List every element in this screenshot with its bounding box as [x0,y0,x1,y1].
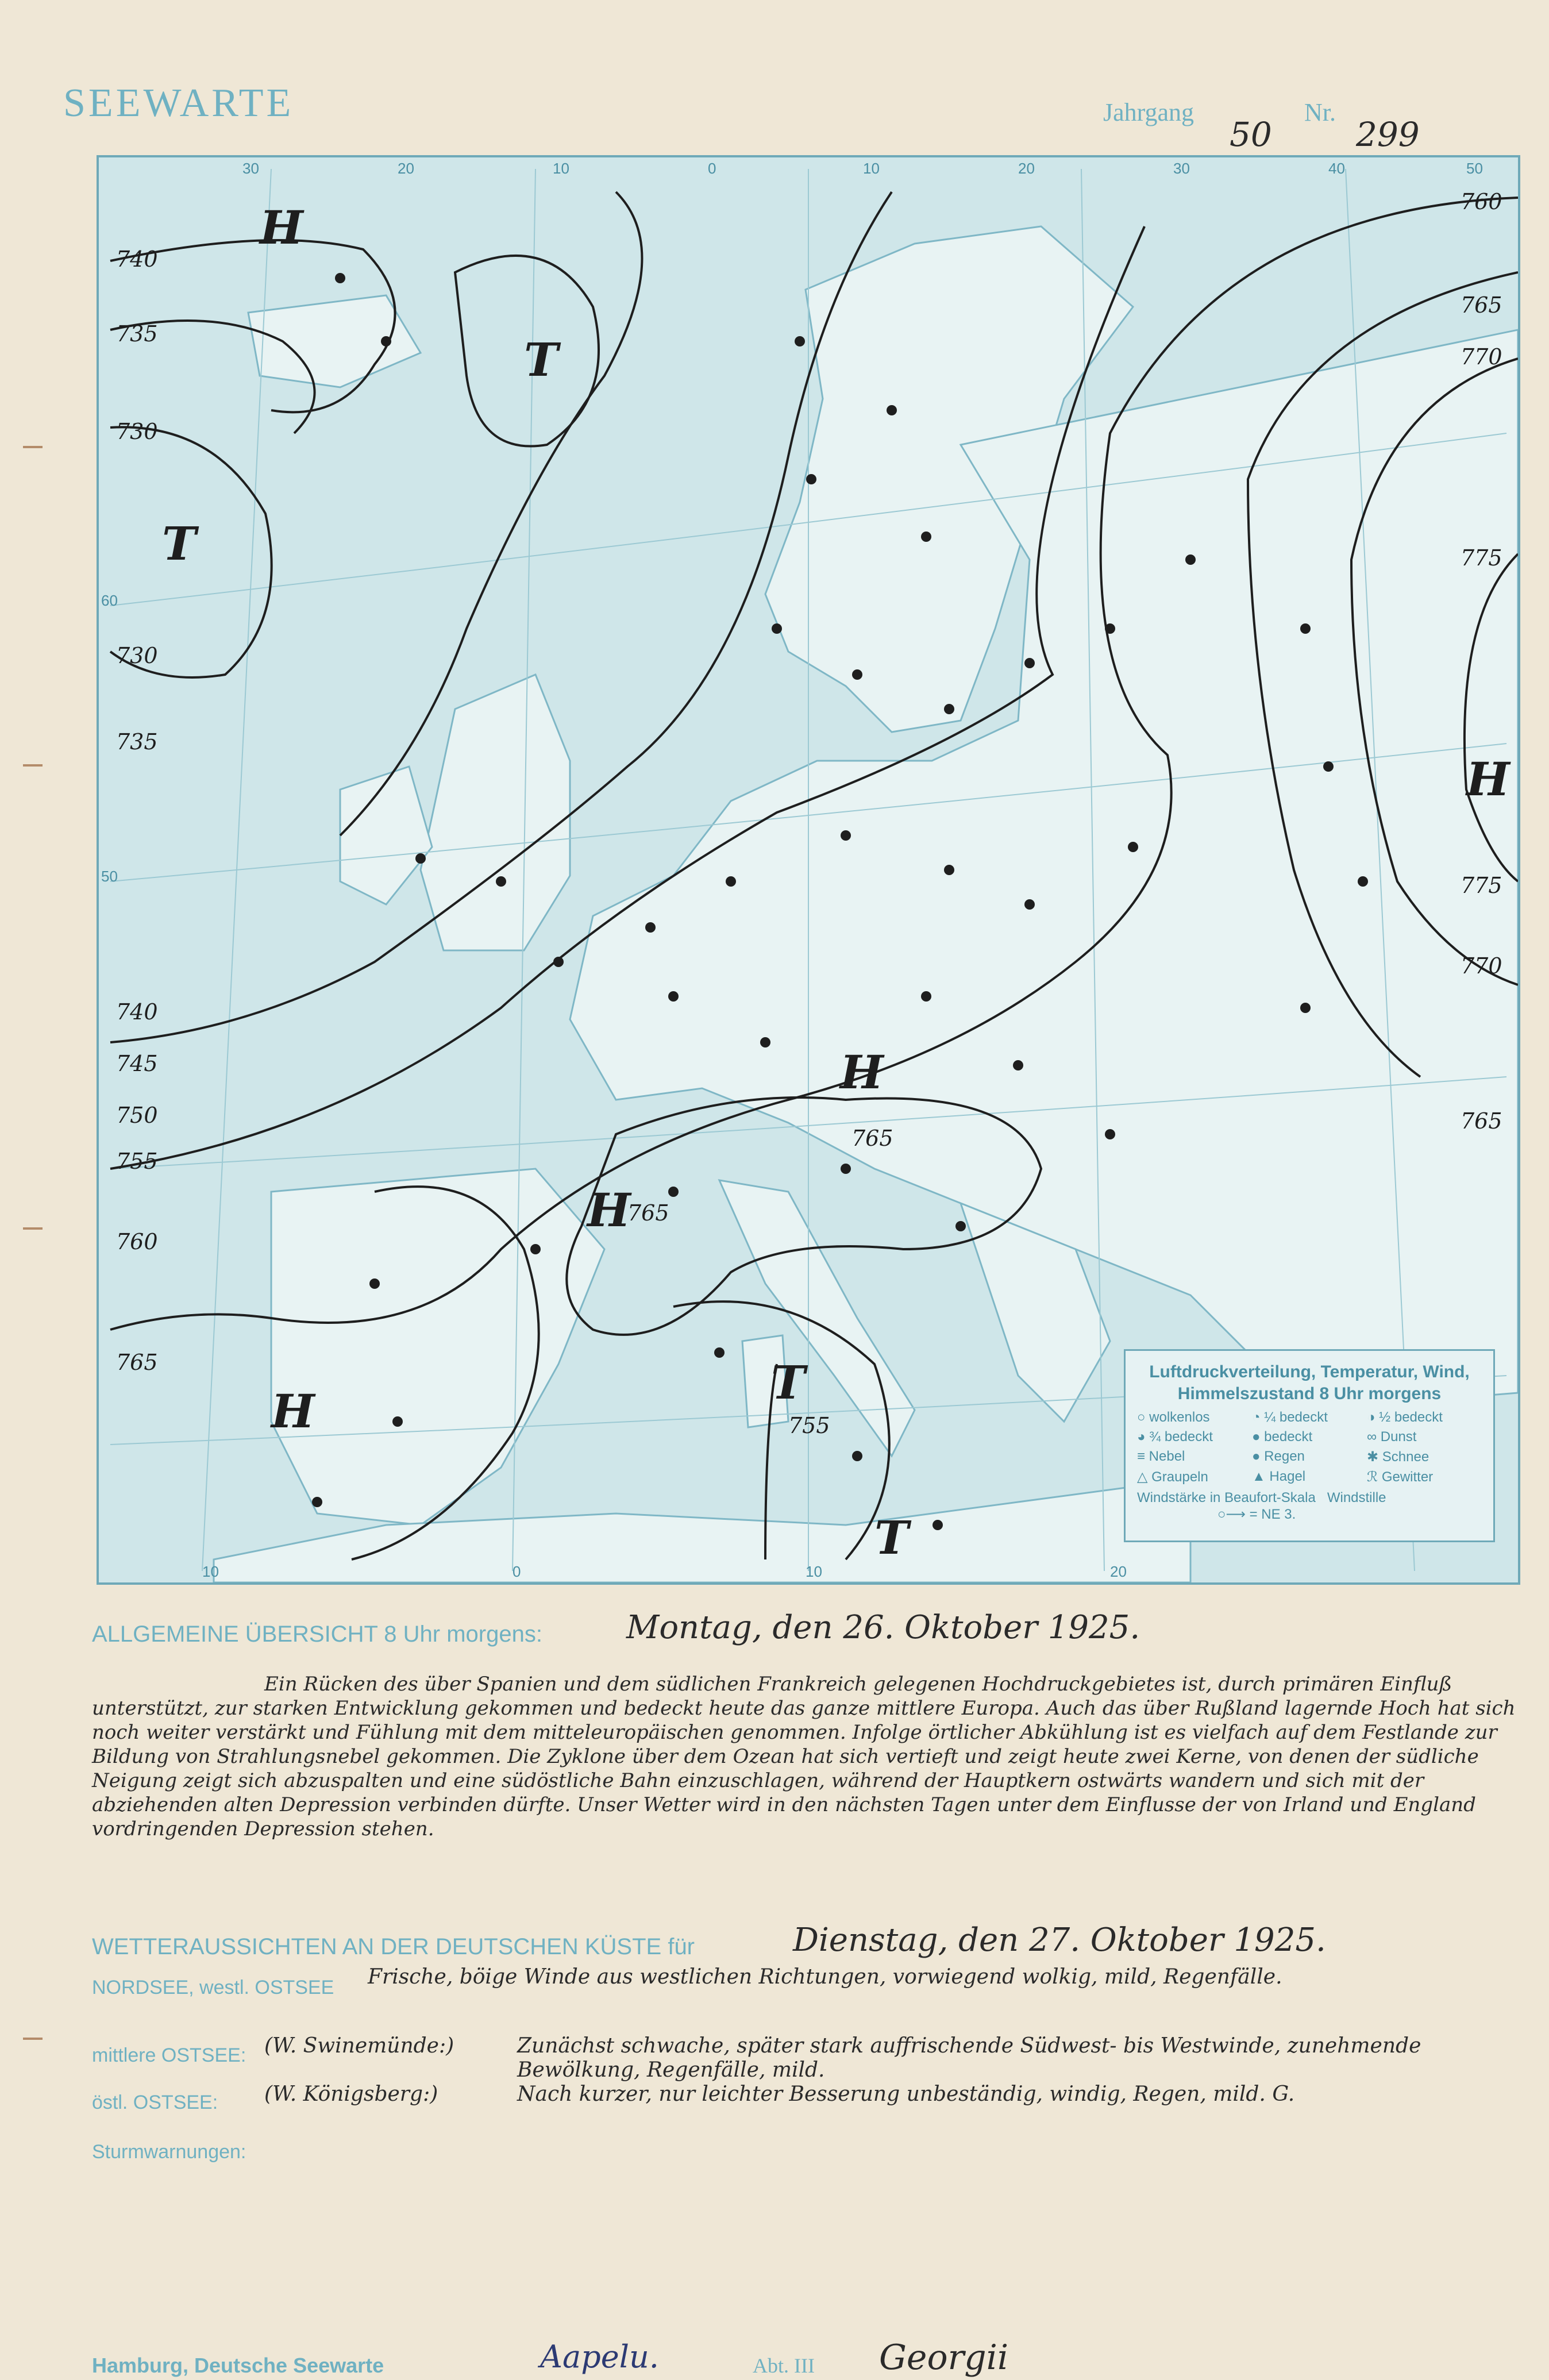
bottom-scale-label: 10 [202,1563,219,1580]
station-marker [944,865,954,875]
station-marker [944,704,954,714]
forecast-row-station: (W. Swinemünde:) [264,2034,454,2058]
legend-item: ◑ ½ bedeckt [1367,1409,1443,1425]
department-label: Abt. III [753,2354,815,2377]
high-center-symbol: H [840,1045,884,1099]
isobar-label: 730 [116,419,158,444]
isobar-label: 765 [1461,1108,1502,1134]
isobar-label: 745 [116,1051,158,1076]
ireland [340,767,432,904]
legend-item: ▲ Hagel [1252,1469,1306,1484]
forecast-row-label: mittlere OSTSEE: [92,2044,246,2066]
british-isles [421,675,570,950]
binding-tick [23,1227,43,1230]
station-marker [795,336,805,346]
lat-label: 50 [101,868,118,885]
isobar-label: 775 [1461,545,1502,571]
low-center-symbol: T [162,517,196,571]
station-marker [530,1244,541,1254]
top-scale-label: 50 [1466,160,1483,177]
legend-item: ● bedeckt [1252,1429,1313,1445]
storm-warnings-label: Sturmwarnungen: [92,2141,246,2163]
legend-item: ≡ Nebel [1137,1449,1185,1464]
station-marker [760,1037,770,1047]
forecast-row-text: Nach kurzer, nur leichter Besserung unbeständig, windig, Regen, mild. G. [517,2082,1295,2106]
legend-item: ∞ Dunst [1367,1429,1417,1445]
nr-label: Nr. [1304,98,1336,126]
station-marker [668,991,679,1002]
station-marker [645,922,656,933]
forecast-row-text: Frische, böige Winde aus westlichen Richtungen, vorwiegend wolkig, mild, Regenfälle. [368,1965,1282,1989]
top-scale-label: 30 [242,160,259,177]
bottom-scale-label: 20 [1110,1563,1127,1580]
forecast-row-label: NORDSEE, westl. OSTSEE [92,1977,334,1998]
high-center-symbol: H [271,1384,315,1438]
station-marker [852,1451,862,1461]
isobar-label: 760 [116,1229,158,1254]
legend-item: ◔ ¼ bedeckt [1252,1409,1328,1425]
masthead-title: SEEWARTE [63,81,294,125]
isobar-label: 770 [1461,344,1502,369]
legend-item: △ Graupeln [1137,1469,1208,1485]
low-center-symbol: T [771,1355,806,1409]
publisher: Hamburg, Deutsche Seewarte [92,2354,384,2377]
station-marker [312,1497,322,1507]
wind-arrow-icon: ○⟶ [1217,1507,1246,1522]
station-marker [714,1347,725,1358]
legend-item: ℛ Gewitter [1367,1469,1434,1485]
binding-tick [23,446,43,448]
station-marker [726,876,736,887]
station-marker [1013,1060,1023,1070]
station-marker [369,1278,380,1289]
top-scale-label: 30 [1173,160,1190,177]
isobar-label: 740 [116,247,158,272]
legend-item: ◕ ¾ bedeckt [1137,1429,1213,1445]
high-center-symbol: H [1466,752,1510,806]
forecast-date: Dienstag, den 27. Oktober 1925. [793,1921,1326,1959]
station-marker [1323,761,1334,772]
station-marker [772,623,782,634]
top-scale-label: 20 [398,160,414,177]
station-marker [392,1416,403,1427]
top-scale-label: 20 [1018,160,1035,177]
isobar-label: 765 [1461,292,1502,318]
forecast-row-label: östl. OSTSEE: [92,2092,218,2113]
jahrgang-label: Jahrgang [1103,98,1194,126]
high-center-symbol: H [260,201,303,255]
isobar-label: 735 [116,321,158,346]
station-marker [1024,899,1035,910]
weather-map [97,155,1520,1585]
isobar-label: 735 [116,729,158,754]
low-center-symbol: T [524,333,558,387]
station-marker [921,532,931,542]
station-marker [496,876,506,887]
legend-item: ● Regen [1252,1449,1305,1464]
high-center-symbol: H [587,1183,631,1237]
center-value: 765 [851,1126,893,1151]
station-marker [1105,623,1115,634]
station-marker [1358,876,1368,887]
station-marker [955,1221,966,1231]
lat-label: 60 [101,592,118,609]
station-marker [1300,1003,1311,1013]
legend-item: ✱ Schnee [1367,1449,1429,1465]
binding-tick [23,764,43,767]
iberia [271,1169,604,1525]
center-value: 765 [627,1200,669,1226]
station-marker [335,273,345,283]
top-scale-label: 10 [553,160,569,177]
isobar-label: 740 [116,999,158,1025]
legend-item: ○ wolkenlos [1137,1409,1210,1425]
bottom-scale-label: 10 [806,1563,822,1580]
legend-example: NE 3. [1261,1507,1296,1522]
station-marker [1185,554,1196,565]
station-marker [841,1164,851,1174]
binding-tick [23,2038,43,2040]
isobar-label: 755 [116,1149,158,1174]
legend-title-line2: Himmelszustand 8 Uhr morgens [1177,1384,1442,1403]
station-marker [806,474,816,484]
top-scale-label: 40 [1328,160,1345,177]
overview-date: Montag, den 26. Oktober 1925. [626,1609,1140,1646]
signature-2: Georgii [879,2337,1009,2378]
legend-wind-scale: Windstärke in Beaufort-Skala [1137,1490,1316,1505]
isobar-label: 765 [116,1350,158,1375]
isobar-label: 760 [1461,189,1502,214]
overview-label: ALLGEMEINE ÜBERSICHT 8 Uhr morgens: [92,1622,542,1647]
station-marker [887,405,897,415]
nr-value: 299 [1356,115,1420,154]
station-marker [1128,842,1138,852]
legend-calm: Windstille [1327,1490,1386,1505]
station-marker [668,1187,679,1197]
map-legend: Luftdruckverteilung, Temperatur, Wind, Himmelszustand 8 Uhr morgens ○ wolkenlos ◔ ¼ bedeckt ◑ ½ bedeckt ◕ ¾ bedeckt ● bedeckt ∞ Dunst ≡ Nebel ● Regen ✱ Schnee △ Graupeln ▲ Hagel ℛ Gewitter Windstärke in Beaufort-Skala Windstille ○⟶ = NE 3. [1124,1349,1495,1542]
isobar-label: 770 [1461,953,1502,979]
station-marker [1105,1129,1115,1139]
forecast-row-text: Zunächst schwache, später stark auffrischende Südwest- bis Westwinde, zunehmende Bewölkung, Regenfälle, mild. [517,2034,1421,2082]
top-scale-label: 0 [708,160,716,177]
isobar-label: 730 [116,643,158,668]
station-marker [852,669,862,680]
center-value: 755 [788,1413,830,1438]
isobar-label: 775 [1461,873,1502,898]
station-marker [933,1520,943,1530]
signature-1: Aapelu. [540,2339,659,2375]
overview-text: Ein Rücken des über Spanien und dem südlichen Frankreich gelegenen Hochdruckgebietes ist, durch primären Einfluß unterstützt, zur starken Entwicklung gekommen und bedeckt heute das ganze mittlere Europa. Auch das über Rußland lagernde Hoch hat sich noch weiter verstärkt und Fühlung mit dem mitteleuropäischen genommen. Infolge örtlicher Abkühlung ist es vielfach auf dem Festlande zur Bildung von Strahlungsnebel gekommen. Die Zyklone über dem Ozean hat sich vertieft und zeigt heute zwei Kerne, von denen der südliche Neigung zeigt sich abzuspalten und eine südöstliche Bahn einzuschlagen, während der Hauptkern ostwärts wandern und sich mit der abziehenden alten Depression verbinden dürfte. Unser Wetter wird in den nächsten Tagen unter dem Einflusse der von Irland und England vordringenden Depression stehen. [92,1673,1516,1840]
jahrgang-value: 50 [1230,115,1272,154]
forecast-label: WETTERAUSSICHTEN AN DER DEUTSCHEN KÜSTE für [92,1934,695,1959]
station-marker [415,853,426,864]
station-marker [921,991,931,1002]
isobar-label: 750 [116,1103,158,1128]
top-scale-label: 10 [863,160,880,177]
legend-title-line1: Luftdruckverteilung, Temperatur, Wind, [1149,1362,1470,1381]
low-center-symbol: T [874,1511,909,1565]
station-marker [1024,658,1035,668]
station-marker [381,336,391,346]
station-marker [553,957,564,967]
forecast-row-station: (W. Königsberg:) [264,2082,438,2106]
bottom-scale-label: 0 [513,1563,521,1580]
station-marker [841,830,851,841]
station-marker [1300,623,1311,634]
